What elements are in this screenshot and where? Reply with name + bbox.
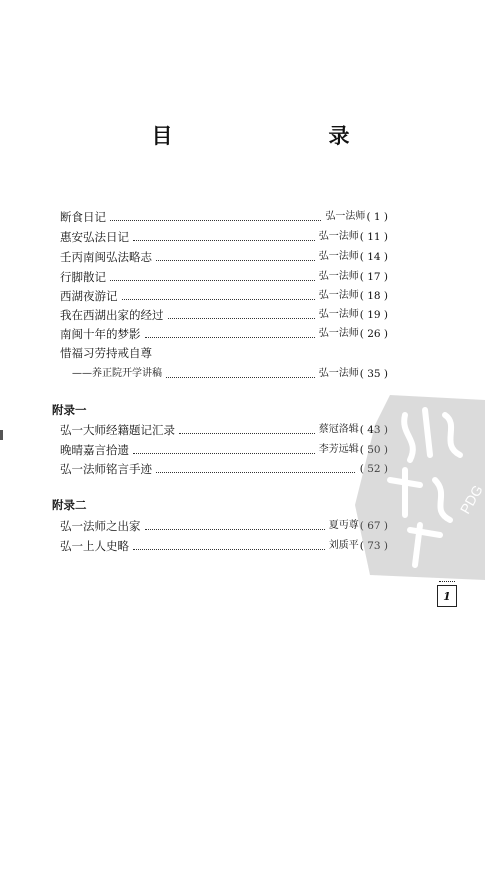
toc-entry[interactable] xyxy=(60,287,388,305)
entry-page: ( 35 ) xyxy=(359,368,388,380)
entry-page: ( 67 ) xyxy=(359,520,388,532)
entry-author: 弘一法师 xyxy=(325,211,366,222)
entry-title: 西湖夜游记 xyxy=(60,289,118,303)
entry-title: 晚晴嘉言拾遗 xyxy=(60,443,129,457)
leader-dots xyxy=(179,433,315,434)
leader-dots xyxy=(133,240,315,241)
page-number: 1 xyxy=(437,585,457,607)
toc-entry[interactable] xyxy=(60,325,388,343)
seal-watermark-icon xyxy=(350,385,490,585)
leader-dots xyxy=(110,280,315,281)
toc-entry[interactable] xyxy=(60,306,388,324)
entry-page: ( 18 ) xyxy=(359,290,388,302)
entry-page: ( 17 ) xyxy=(359,271,388,283)
entry-page: ( 1 ) xyxy=(366,211,388,223)
entry-title: 弘一法师之出家 xyxy=(60,519,141,533)
toc-entry[interactable] xyxy=(60,268,388,286)
entry-title: 行脚散记 xyxy=(60,270,106,284)
leader-dots xyxy=(156,472,355,473)
entry-author: 弘一法师 xyxy=(318,290,359,301)
entry-title: 弘一法师铭言手迹 xyxy=(60,462,152,476)
leader-dots xyxy=(133,549,325,550)
toc-entry[interactable] xyxy=(60,460,388,478)
leader-dots xyxy=(122,299,315,300)
entry-page: ( 11 ) xyxy=(359,231,388,243)
entry-title: 弘一大师经籍题记汇录 xyxy=(60,423,175,437)
entry-author: 弘一法师 xyxy=(318,368,359,379)
toc-entry[interactable] xyxy=(60,537,388,555)
entry-title: 弘一上人史略 xyxy=(60,539,129,553)
appendix-heading: 附录二 xyxy=(52,498,87,512)
entry-page: ( 19 ) xyxy=(359,309,388,321)
toc-entry[interactable] xyxy=(72,365,388,383)
leader-dots xyxy=(166,377,315,378)
entry-title: 壬丙南闽弘法略志 xyxy=(60,250,152,264)
appendix-heading: 附录一 xyxy=(52,403,87,417)
entry-title: 惠安弘法日记 xyxy=(60,230,129,244)
entry-author: 弘一法师 xyxy=(318,231,359,242)
toc-entry[interactable] xyxy=(60,421,388,439)
toc-entry[interactable] xyxy=(60,208,388,226)
entry-author: 弘一法师 xyxy=(318,309,359,320)
leader-dots xyxy=(168,318,315,319)
entry-author: 蔡冠洛辑 xyxy=(318,424,359,435)
scan-edge-mark xyxy=(0,430,3,440)
entry-title: 南闽十年的梦影 xyxy=(60,327,141,341)
entry-author: 刘质平 xyxy=(328,540,359,551)
leader-dots xyxy=(133,453,315,454)
toc-entry[interactable] xyxy=(60,248,388,266)
toc-entry-title-line[interactable]: 惜福习劳持戒自尊 xyxy=(60,346,152,360)
leader-dots xyxy=(145,529,325,530)
leader-dots xyxy=(145,337,315,338)
entry-page: ( 14 ) xyxy=(359,251,388,263)
leader-dots xyxy=(110,220,321,221)
entry-title: 断食日记 xyxy=(60,210,106,224)
entry-author: 夏丏尊 xyxy=(328,520,359,531)
entry-page: ( 73 ) xyxy=(359,540,388,552)
entry-title: 我在西湖出家的经过 xyxy=(60,308,164,322)
entry-author: 弘一法师 xyxy=(318,271,359,282)
leader-dots xyxy=(156,260,315,261)
page-title: 目 录 xyxy=(151,123,388,148)
toc-entry[interactable] xyxy=(60,517,388,535)
toc-entry[interactable] xyxy=(60,228,388,246)
entry-page: ( 43 ) xyxy=(359,424,388,436)
watermark-text: PDG xyxy=(456,482,486,517)
entry-subtitle: ——养正院开学讲稿 xyxy=(72,368,162,379)
entry-page: ( 50 ) xyxy=(359,444,388,456)
entry-page: ( 26 ) xyxy=(359,328,388,340)
entry-author: 弘一法师 xyxy=(318,251,359,262)
entry-page: ( 52 ) xyxy=(359,463,388,475)
toc-entry[interactable] xyxy=(60,441,388,459)
entry-author: 李芳远辑 xyxy=(318,444,359,455)
entry-author: 弘一法师 xyxy=(318,328,359,339)
